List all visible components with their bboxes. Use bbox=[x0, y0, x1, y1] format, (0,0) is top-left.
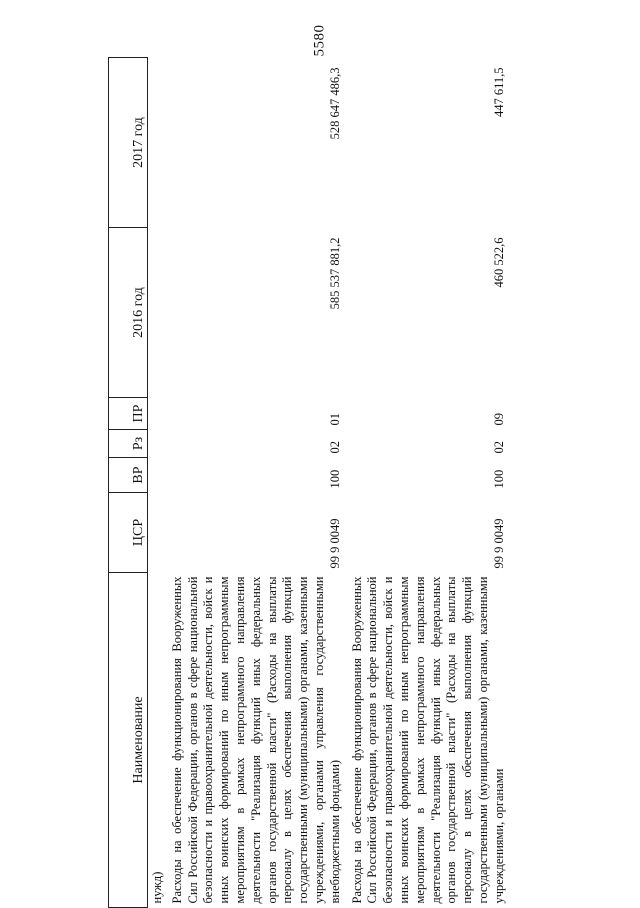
table-header-row bbox=[109, 58, 148, 908]
row-pr: 01 bbox=[327, 413, 342, 426]
row-csr: 99 9 0049 bbox=[491, 518, 506, 569]
row-2017: 528 647 486,3 bbox=[327, 67, 342, 140]
row-vr: 100 bbox=[327, 469, 342, 489]
header-2016: 2016 год bbox=[109, 228, 148, 398]
page-number: 5580 bbox=[311, 24, 328, 56]
row-rz: 02 bbox=[491, 441, 506, 454]
budget-table bbox=[108, 57, 510, 908]
continuation-row bbox=[148, 58, 168, 908]
header-name: Наименование bbox=[109, 573, 148, 908]
header-pr: ПР bbox=[109, 398, 148, 430]
row-2016: 585 537 881,2 bbox=[327, 237, 342, 310]
row-pr: 09 bbox=[491, 413, 506, 426]
header-2017: 2017 год bbox=[109, 58, 148, 228]
continuation-text: нужд) bbox=[150, 871, 164, 904]
rotated-page-content bbox=[108, 58, 640, 908]
row-name: Расходы на обеспечение функционирования Вооруженных Сил Российской Федерации, органов в сфере национальной безопасности и правоохранительной деятельности, войск и иных воинских формирований по иным непрограммным мероприятиям в рамках непрограммного направления деятельности "Реализация функций иных федеральных органов государственной власти" (Расходы на выплаты персоналу в целях обеспечения выполнения функций государственными (муниципальными) органами, казенными учреждениями, органами управления государственными внебюджетными фондами) bbox=[169, 576, 342, 904]
row-2016: 460 522,6 bbox=[491, 237, 506, 288]
table-row bbox=[168, 58, 346, 908]
row-name: Расходы на обеспечение функционирования Вооруженных Сил Российской Федерации, органов в сфере национальной безопасности и правоохранительной деятельности, войск и иных воинских формирований по иным непрограммным мероприятиям в рамках непрограммного направления деятельности "Реализация функций иных федеральных органов государственной власти" (Расходы на выплаты персоналу в целях обеспечения выполнения функций государственными (муниципальными) органами, казенными учреждениями, органами bbox=[349, 576, 506, 904]
header-vr: ВР bbox=[109, 458, 148, 493]
table-row bbox=[348, 58, 510, 908]
header-rz: Рз bbox=[109, 430, 148, 458]
row-rz: 02 bbox=[327, 441, 342, 454]
header-csr: ЦСР bbox=[109, 493, 148, 573]
row-2017: 447 611,5 bbox=[491, 67, 506, 118]
row-csr: 99 9 0049 bbox=[327, 518, 342, 569]
row-vr: 100 bbox=[491, 469, 506, 489]
